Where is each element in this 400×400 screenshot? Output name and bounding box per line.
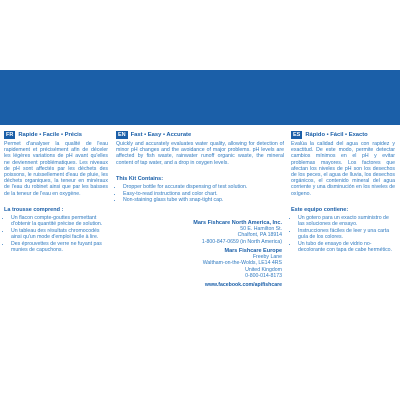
en-language-badge: EN [118,131,126,138]
en-description: Quickly and accurately evaluates water quality, allowing for detection of minor pH changes and the avoidance of major problems. pH levels are affected by fish waste, rainwater runoff organic waste, the mineral content of tap water, and a drop in oxygen levels. [116,141,284,166]
eu-phone: 0-800-014-8173 [245,273,282,279]
es-tagline: Rápido • Fácil • Exacto [305,131,368,138]
es-kit-list [291,215,395,253]
eu-address-line1: Freeby Lane [252,254,282,261]
website-link[interactable]: www.facebook.com/apifishcare [204,282,282,289]
fr-language-badge: FR [6,131,14,138]
list-item: • Easy-to-read instructions and color chart. [123,191,284,197]
french-header [4,131,108,139]
list-item: • Un gotero para un exacto suministro de las soluciones de ensayo. [298,215,395,227]
na-company-name: Mars Fishcare North America, Inc. [193,219,282,226]
es-language-badge: ES [293,131,301,138]
fr-tagline: Rapide • Facile • Précis [18,131,83,138]
list-item: • Non-staining glass tube with snap-tight cap. [123,197,284,203]
spanish-header [291,131,395,139]
french-column [4,131,108,391]
fr-description: Permet d'analyser la qualité de l'eau rapidement et précisément afin de déceler les légères variations de pH avant qu'elles ne deviennent problématiques. Les niveaux de pH sont affectés par les déchets des poissons, le ruissellement d'eau de pluie, les déchets organiques, la teneur en minéraux de l'eau du robinet ainsi que par les baisses de la teneur de l'eau en oxygène. [4,141,108,197]
list-item: • Un flacon compte-gouttes permettant d'obtenir la quantité précise de solution. [11,215,108,227]
en-tagline: Fast • Easy • Accurate [130,131,192,138]
en-kit-title: This Kit Contains: [116,175,164,182]
na-address-line1: 50 E. Hamilton St. [240,225,282,232]
es-description: Evalúa la calidad del agua con rapidez y exactitud. De este modo, permite detectar cambios mínimos en el pH y evitar problemas mayores. Los factores que afectan los niveles de pH son los desechos de los peces, el agua de lluvia, los desechos orgánicos, el contenido mineral del agua corriente y una disminución en los niveles de oxígeno. [291,141,395,197]
na-address-line2: Chalfont, PA 18914 [237,232,282,239]
blue-banner [0,70,400,125]
spanish-column [291,131,395,391]
english-column [116,131,284,391]
company-address-block [116,220,284,289]
list-item: • Un tableau des résultats chromocodés ainsi qu'un mode d'emploi facile à lire. [11,228,108,240]
list-item: • Instrucciones fáciles de leer y una carta guía de los colores. [298,228,395,240]
en-kit-list [116,184,284,204]
eu-address-line3: United Kingdom [245,266,282,273]
list-item: • Dropper bottle for accurate dispensing of test solution. [123,184,284,190]
eu-address-line2: Waltham-on-the-Wolds, LE14 4RS [202,260,282,267]
english-header [116,131,284,139]
na-phone: 1-800-847-0659 (in North America) [201,238,282,245]
eu-company-name: Mars Fishcare Europe [224,247,282,254]
fr-kit-list [4,215,108,253]
fr-kit-title: La trousse comprend : [4,206,64,213]
list-item: • Des éprouvettes de verre ne fuyant pas munies de capuchons. [11,241,108,253]
es-kit-title: Este equipo contiene: [291,206,349,213]
list-item: • Un tubo de ensayo de vidrio no-decolorante con tapa de cabe hermético. [298,241,395,253]
